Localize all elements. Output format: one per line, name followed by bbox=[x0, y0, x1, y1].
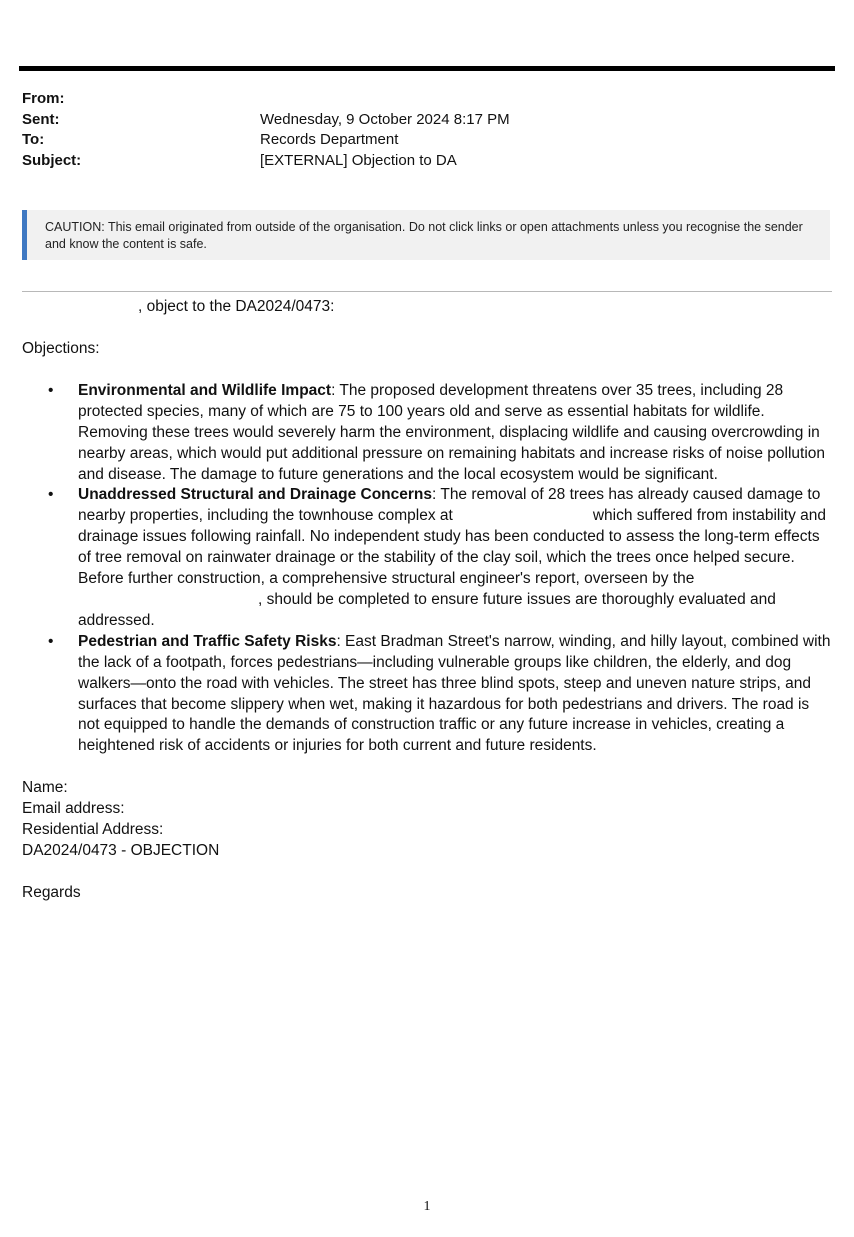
intro-line: , object to the DA2024/0473: bbox=[138, 298, 335, 315]
subject-row bbox=[22, 151, 822, 172]
page-number: 1 bbox=[423, 1199, 431, 1214]
sent-label: Sent: bbox=[22, 110, 60, 128]
signoff: Regards bbox=[22, 883, 81, 901]
bullet-icon: • bbox=[48, 632, 54, 650]
from-label: From: bbox=[22, 90, 65, 107]
objection-item-traffic bbox=[48, 632, 832, 757]
objection-text: which suffered from instability and drainage issues following rainfall. No independent study has been conducted to assess the long-term effects of tree removal on rainwater drainage or the stability of the clay soil, which the trees once helped secure. Before further construction, a comprehensive structural engineer's report, overseen by the bbox=[78, 507, 827, 588]
objection-text: : The proposed development threatens over 35 trees, including 28 protected species, many of which are 75 to 100 years old and serve as essential habitats for wildlife. Removing these trees would severely harm the environment, displacing wildlife and causing overcrowding in nearby areas, which would put additional pressure on remaining habitats and increase risks of noise pollution and disease. The damage to future generations and the local ecosystem would be significant. bbox=[78, 381, 826, 483]
name-label: Name: bbox=[22, 779, 68, 797]
email-label: Email address: bbox=[22, 800, 125, 818]
email-header bbox=[22, 89, 822, 171]
subject-label: Subject: bbox=[22, 151, 82, 169]
address-label: Residential Address: bbox=[22, 821, 164, 838]
caution-line-1: CAUTION: This email originated from outside of the organisation. Do not click links or open attachments unless you recognise the sender bbox=[45, 220, 803, 234]
top-rule bbox=[19, 66, 835, 71]
bullet-icon: • bbox=[48, 486, 54, 504]
objection-title: Environmental and Wildlife Impact bbox=[78, 381, 332, 399]
objection-title: Unaddressed Structural and Drainage Concerns bbox=[78, 486, 433, 504]
to-label: To: bbox=[22, 131, 45, 148]
sent-value: Wednesday, 9 October 2024 8:17 PM bbox=[260, 110, 510, 128]
email-body bbox=[22, 297, 832, 904]
caution-banner bbox=[22, 210, 830, 260]
objection-item-environment bbox=[48, 381, 832, 486]
to-value: Records Department bbox=[260, 131, 399, 148]
subject-value: [EXTERNAL] Objection to DA bbox=[260, 151, 457, 169]
objection-text: : East Bradman Street's narrow, winding, and hilly layout, combined with the lack of a footpath, forces pedestrians—including vulnerable groups like children, the elderly, and dog walkers—onto the road with vehicles. The street has three blind spots, steep and uneven nature strips, and surfaces that become slippery when wet, making it hazardous for both pedestrians and drivers. The road is not equipped to handle the demands of construction traffic or any future increase in vehicles, creating a heightened risk of accidents or injuries for both current and future residents. bbox=[78, 632, 831, 755]
separator-line bbox=[22, 291, 832, 292]
objection-item-structural bbox=[48, 485, 832, 631]
bullet-icon: • bbox=[48, 381, 54, 399]
sent-row bbox=[22, 110, 822, 131]
contact-details bbox=[22, 778, 832, 862]
objection-text: , should be completed to ensure future issues are thoroughly evaluated and addressed. bbox=[78, 590, 776, 629]
to-row bbox=[22, 130, 822, 151]
reference-line: DA2024/0473 - OBJECTION bbox=[22, 841, 220, 859]
from-row bbox=[22, 89, 822, 110]
objection-title: Pedestrian and Traffic Safety Risks bbox=[78, 632, 337, 650]
objections-heading: Objections: bbox=[22, 340, 100, 357]
objection-text: : The removal of 28 trees has already caused damage to nearby properties, including the townhouse complex at bbox=[78, 486, 821, 525]
objections-list bbox=[22, 381, 832, 757]
caution-line-2: and know the content is safe. bbox=[45, 237, 207, 251]
